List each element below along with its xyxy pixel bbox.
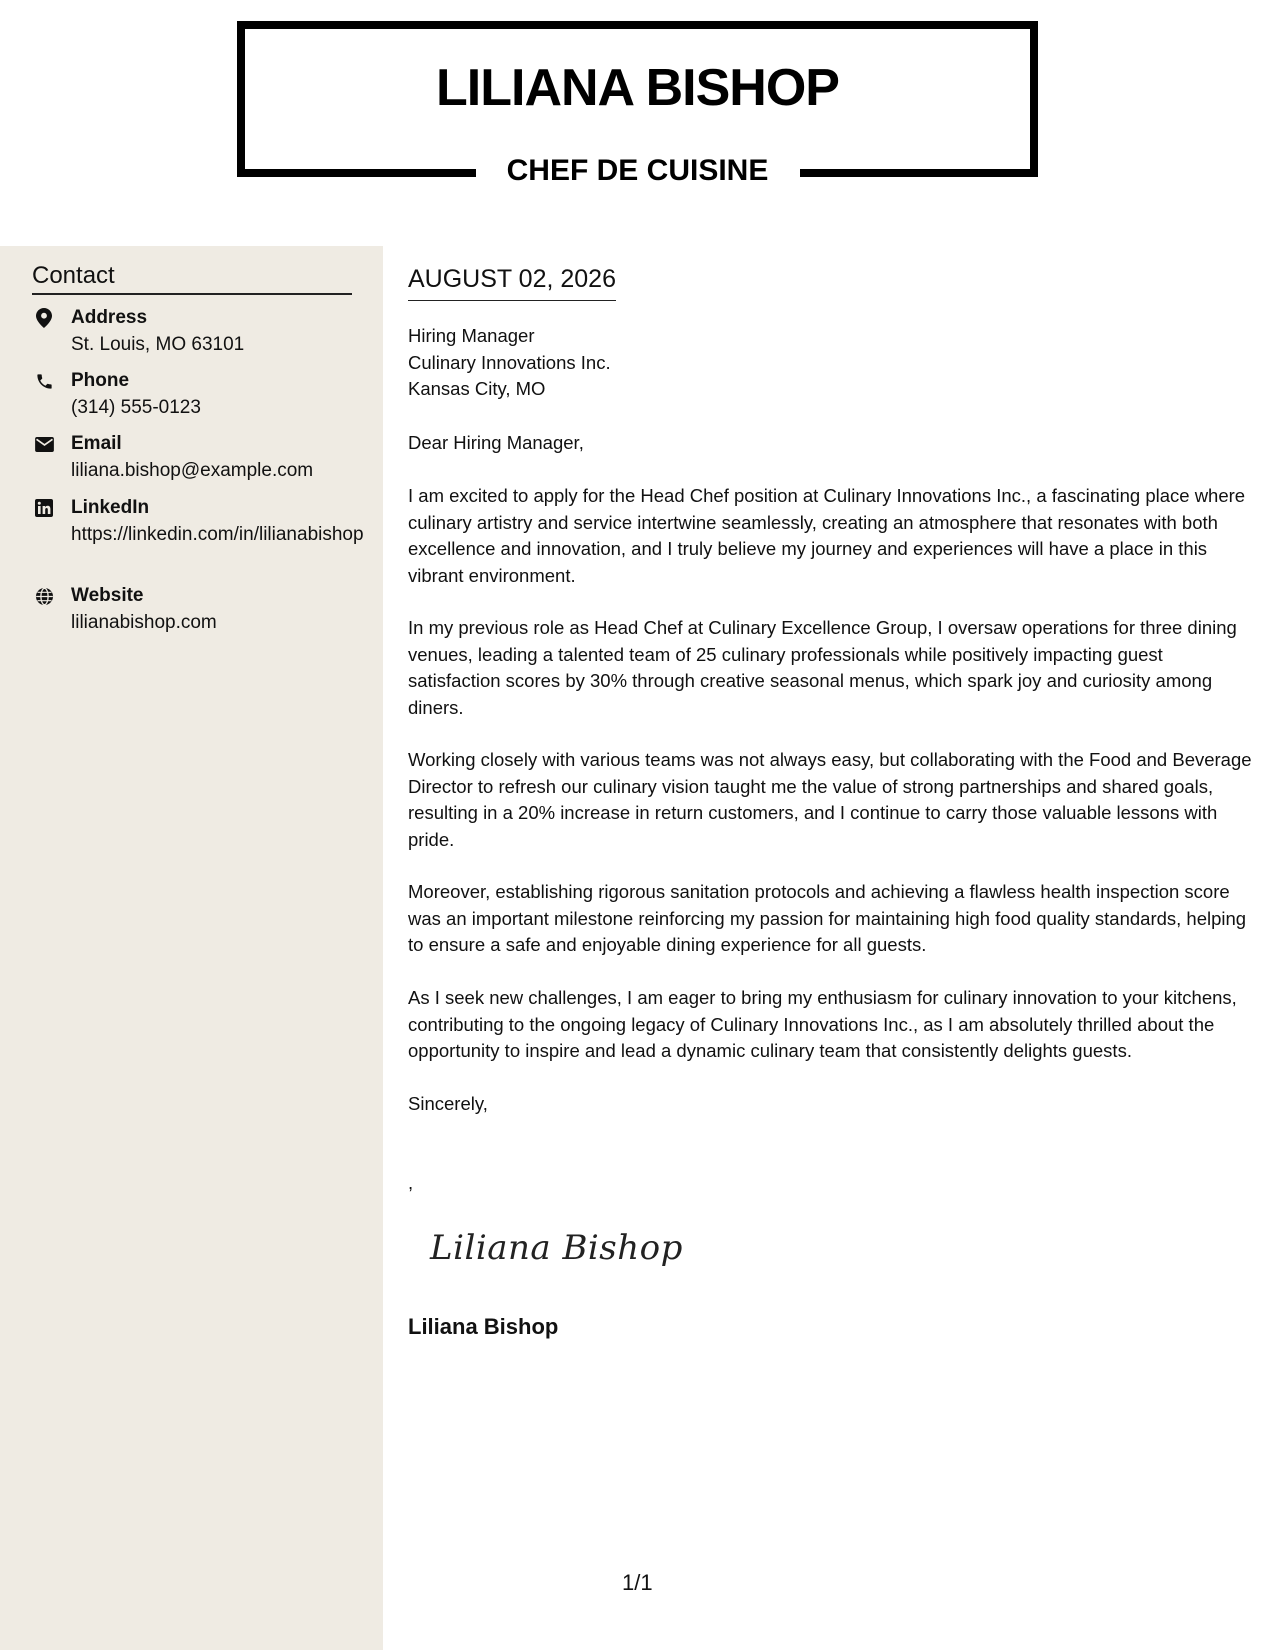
website-value[interactable]: lilianabishop.com xyxy=(71,612,217,633)
paragraph-4: Moreover, establishing rigorous sanitation protocols and achieving a flawless health inspection score was an important milestone reinforcing my passion for maintaining high food quality standards, helping to ensure a safe and enjoyable dining experience for all guests. xyxy=(408,881,1247,955)
email-value[interactable]: liliana.bishop@example.com xyxy=(71,460,314,481)
recipient-block xyxy=(408,323,611,403)
recipient-title: Hiring Manager xyxy=(408,325,535,346)
salutation: Dear Hiring Manager, xyxy=(408,432,584,453)
closing: Sincerely, xyxy=(408,1093,488,1114)
signed-name: Liliana Bishop xyxy=(408,1314,559,1339)
paragraph-5: As I seek new challenges, I am eager to bring my enthusiasm for culinary innovation to your kitchens, contributing to the ongoing legacy of Culinary Innovations Inc., as I am absolutely thrilled about the opportunity to inspire and lead a dynamic culinary team that consistently delights guests. xyxy=(408,987,1237,1061)
phone-icon xyxy=(34,371,54,391)
page-number: 1/1 xyxy=(622,1570,653,1595)
contact-label: Website xyxy=(71,585,144,606)
envelope-icon xyxy=(34,434,54,454)
linkedin-value[interactable]: https://linkedin.com/in/lilianabishop xyxy=(71,524,364,545)
candidate-name: LILIANA BISHOP xyxy=(436,59,839,117)
paragraph-2: In my previous role as Head Chef at Culinary Excellence Group, I oversaw operations for three dining venues, leading a talented team of 25 culinary professionals while positively impacting guest satisfaction scores by 30% through creative seasonal menus, which spark joy and curiosity among diners. xyxy=(408,617,1237,718)
contact-heading: Contact xyxy=(32,262,352,295)
job-title: CHEF DE CUISINE xyxy=(506,154,769,187)
letter-date: AUGUST 02, 2026 xyxy=(408,265,616,301)
paragraph-1: I am excited to apply for the Head Chef position at Culinary Innovations Inc., a fascinating place where culinary artistry and service intertwine seamlessly, creating an atmosphere that resonates with both excellence and innovation, and I truly believe my journey and experiences will have a place in this vibrant environment. xyxy=(408,485,1246,586)
contact-label: Address xyxy=(71,307,148,328)
contact-sidebar xyxy=(0,246,383,1650)
phone-value: (314) 555-0123 xyxy=(71,397,201,418)
map-pin-icon xyxy=(34,308,54,328)
closing-comma: , xyxy=(408,1172,414,1193)
contact-label: Phone xyxy=(71,370,130,391)
contact-label: LinkedIn xyxy=(71,497,150,518)
paragraph-3: Working closely with various teams was not always easy, but collaborating with the Food and Beverage Director to refresh our culinary vision taught me the value of strong partnerships and shared goals, resulting in a 20% increase in return customers, and I continue to carry those valuable lessons with pride. xyxy=(408,749,1252,850)
contact-label: Email xyxy=(71,433,122,454)
handwritten-signature: Liliana Bishop xyxy=(430,1228,683,1268)
linkedin-icon xyxy=(34,498,54,518)
address-value: St. Louis, MO 63101 xyxy=(71,334,245,355)
globe-icon xyxy=(34,586,54,606)
recipient-company: Culinary Innovations Inc. xyxy=(408,351,611,373)
recipient-location: Kansas City, MO xyxy=(408,378,546,399)
